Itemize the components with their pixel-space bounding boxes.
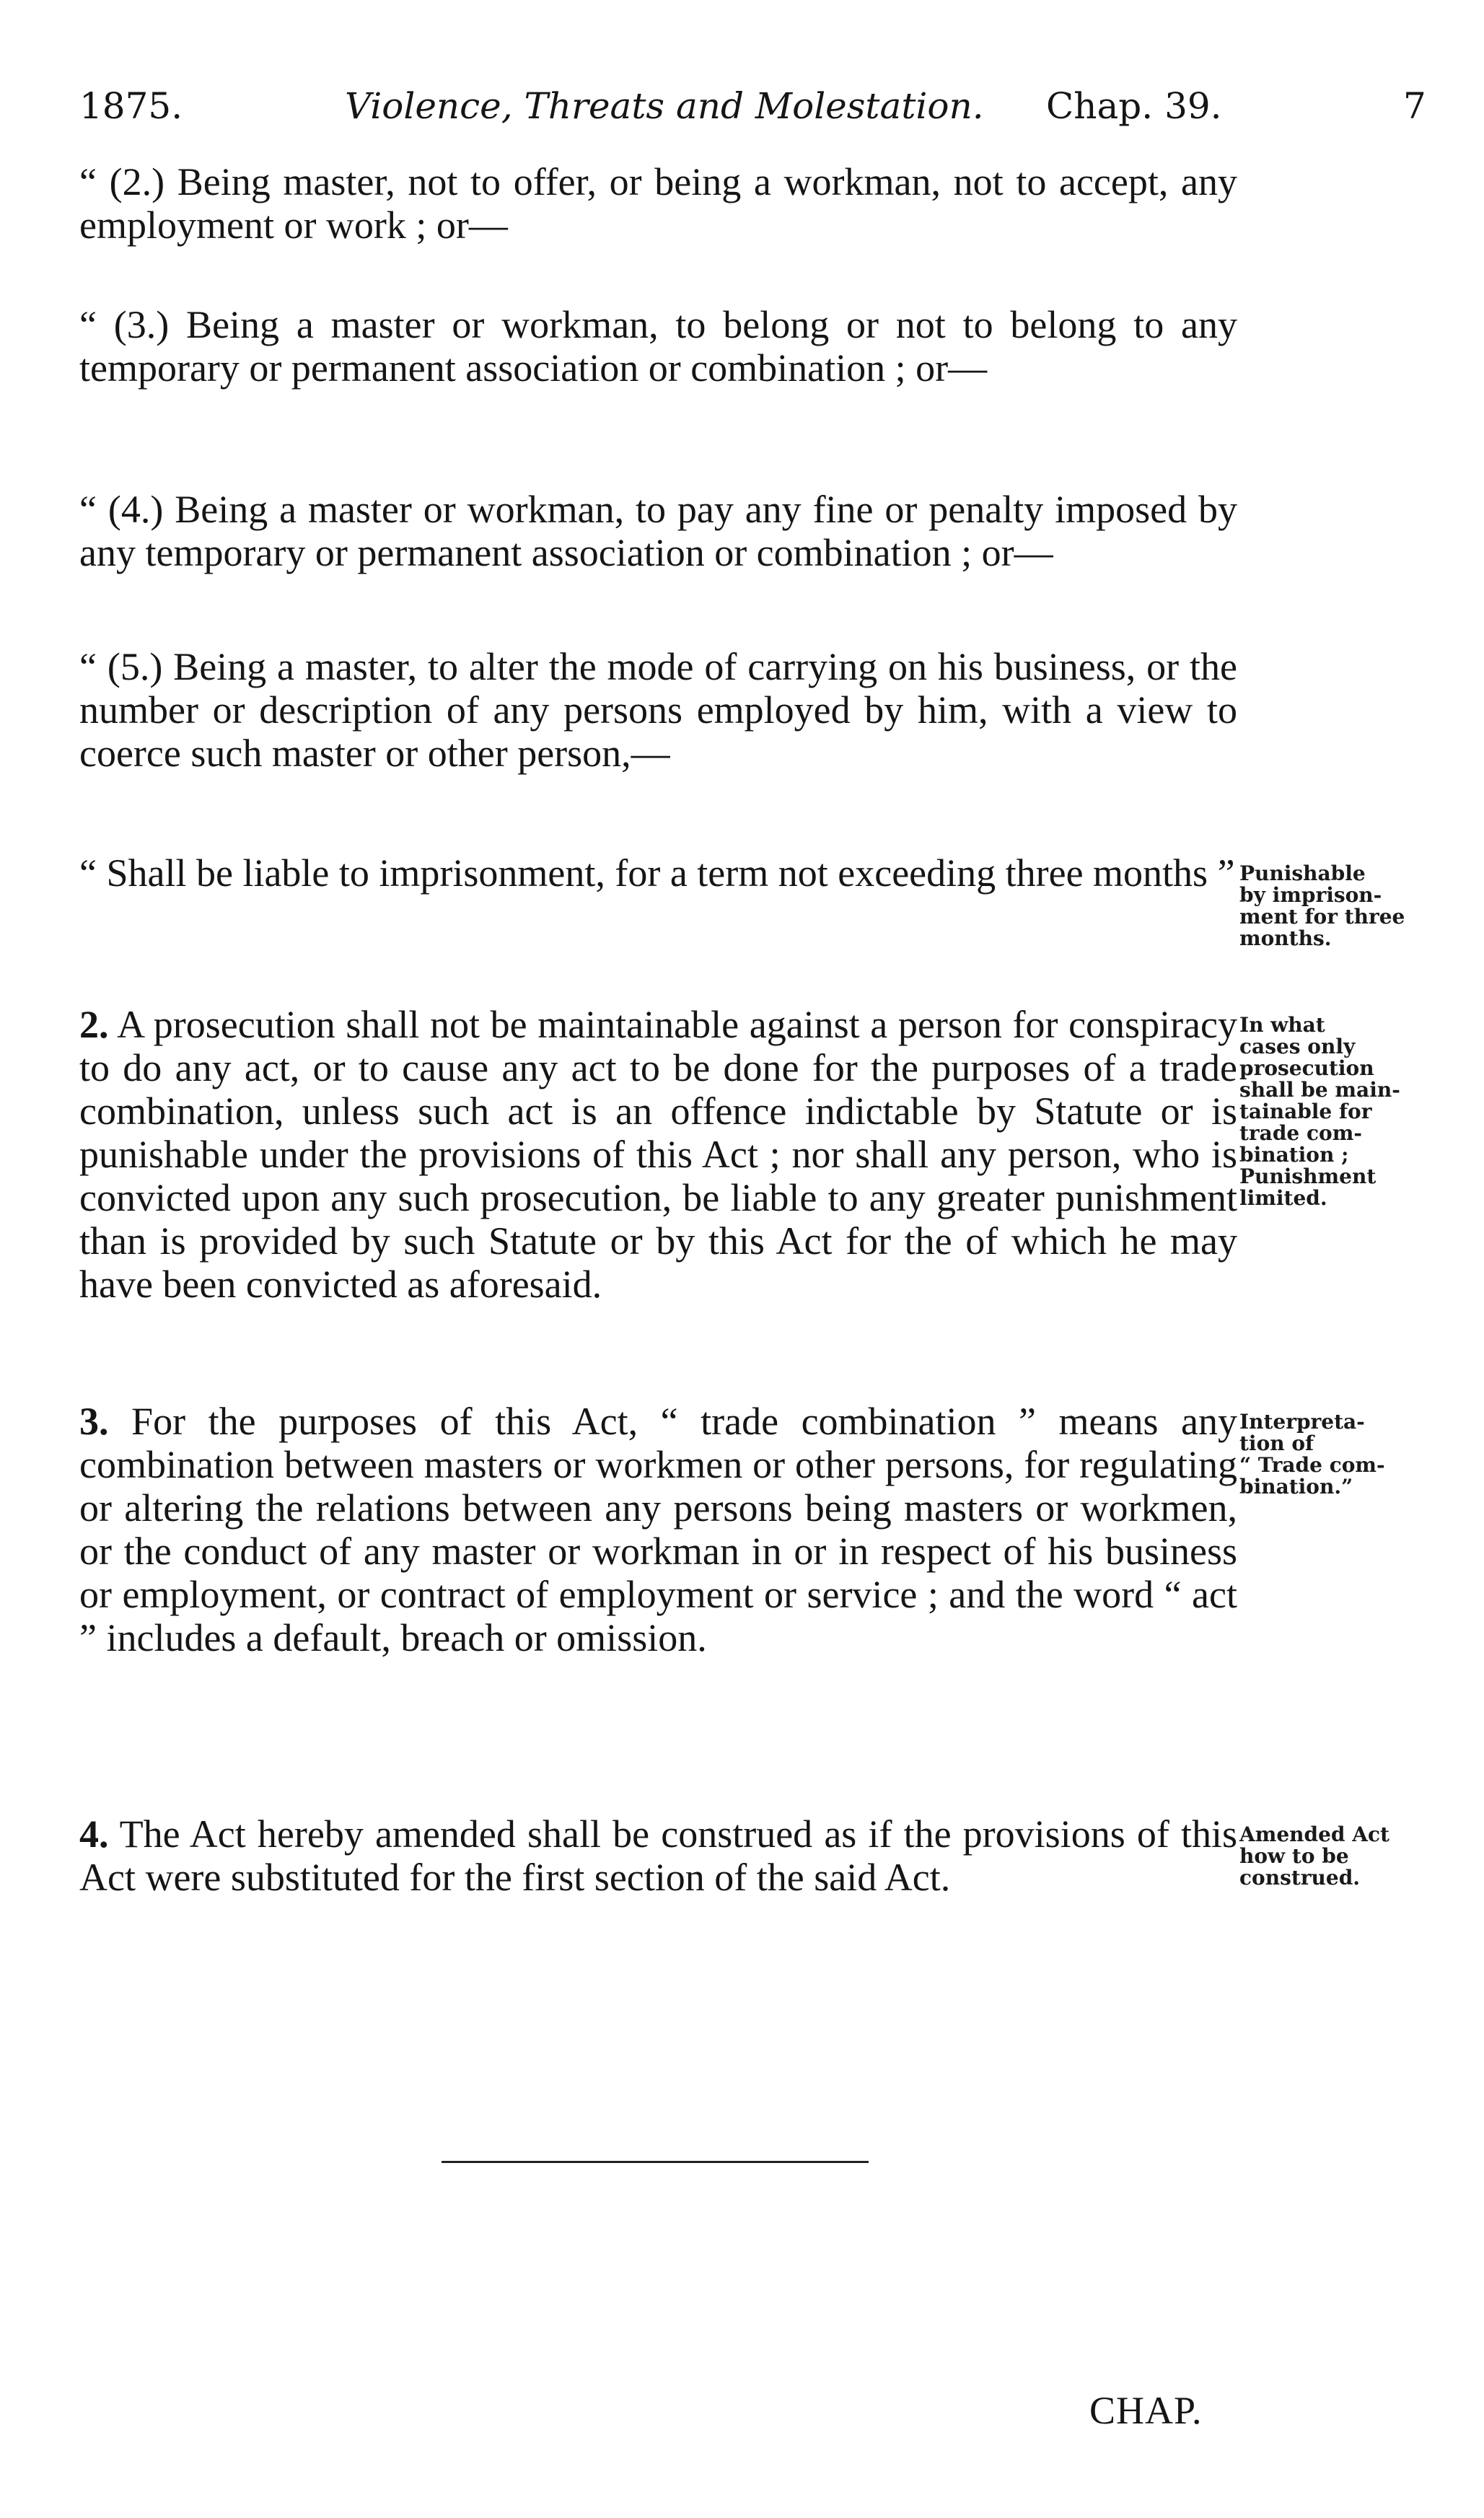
running-header (79, 85, 1436, 143)
margin-note-punishable (1239, 863, 1449, 949)
margin-note-interpretation (1239, 1411, 1449, 1498)
section-number: 2. (79, 1003, 109, 1046)
note-line: cases only (1239, 1035, 1356, 1058)
note-line: shall be main- (1239, 1078, 1400, 1102)
header-year: 1875. (79, 85, 183, 127)
note-line: Amended Act (1239, 1822, 1389, 1846)
page-number: 7 (1403, 85, 1426, 127)
note-line: trade com- (1239, 1121, 1362, 1145)
header-chapter: Chap. 39. (1046, 85, 1222, 127)
note-line: In what (1239, 1013, 1325, 1037)
margin-note-prosecution (1239, 1014, 1449, 1209)
section-text: A prosecution shall not be maintainable against a person for conspiracy to do any act, or to cause any act to be done for the purposes of a trade combination, unless such act is an offence indictable by Statute or is punishable under the provisions of this Act ; nor shall any person, who is convicted upon any such prosecution, be liable to any greater punishment than is provided by such Statute or by this Act for the of which he may have been convicted as aforesaid. (79, 1003, 1237, 1306)
note-line: construed. (1239, 1866, 1361, 1890)
note-line: Interpreta- (1239, 1410, 1365, 1434)
section-text: The Act hereby amended shall be construed as if the provisions of this Act were substituted for the first section of the said Act. (79, 1812, 1237, 1899)
section-4 (79, 1812, 1237, 1899)
note-line: prosecution (1239, 1056, 1374, 1080)
clause-2: “ (2.) Being master, not to offer, or being a workman, not to accept, any employment or work ; or— (79, 160, 1237, 247)
note-line: months. (1239, 926, 1332, 950)
note-line: how to be (1239, 1844, 1349, 1868)
note-line: Punishable (1239, 861, 1366, 885)
note-line: Punishment (1239, 1164, 1377, 1188)
note-line: tainable for (1239, 1100, 1372, 1123)
section-number: 4. (79, 1812, 109, 1856)
note-line: ment for three (1239, 905, 1405, 929)
section-3 (79, 1400, 1237, 1659)
penalty-clause: “ Shall be liable to imprisonment, for a term not exceeding three months ” (79, 851, 1235, 895)
section-number: 3. (79, 1400, 109, 1443)
note-line: by imprison- (1239, 883, 1382, 907)
note-line: “ Trade com- (1239, 1453, 1385, 1477)
note-line: tion of (1239, 1431, 1314, 1455)
margin-note-amended (1239, 1824, 1449, 1889)
header-title: Violence, Threats and Molestation. (345, 85, 984, 127)
clause-4: “ (4.) Being a master or workman, to pay any fine or penalty imposed by any temporary or permanent association or combination ; or— (79, 488, 1237, 574)
note-line: bination ; (1239, 1143, 1349, 1167)
note-line: limited. (1239, 1186, 1327, 1210)
clause-5: “ (5.) Being a master, to alter the mode of carrying on his business, or the number or description of any persons employed by him, with a view to coerce such master or other person,— (79, 645, 1237, 775)
catchword: CHAP. (1089, 2389, 1203, 2432)
section-2 (79, 1003, 1237, 1306)
clause-3: “ (3.) Being a master or workman, to belong or not to belong to any temporary or permanent association or combination ; or— (79, 303, 1237, 390)
note-line: bination.” (1239, 1475, 1353, 1499)
section-divider (442, 2161, 869, 2163)
section-text: For the purposes of this Act, “ trade combination ” means any combination between masters or workmen or other persons, for regulating or altering the relations between any persons being masters or workmen, or the conduct of any master or workman in or in respect of his business or employment, or contract of employment or service ; and the word “ act ” includes a default, breach or omission. (79, 1400, 1237, 1659)
